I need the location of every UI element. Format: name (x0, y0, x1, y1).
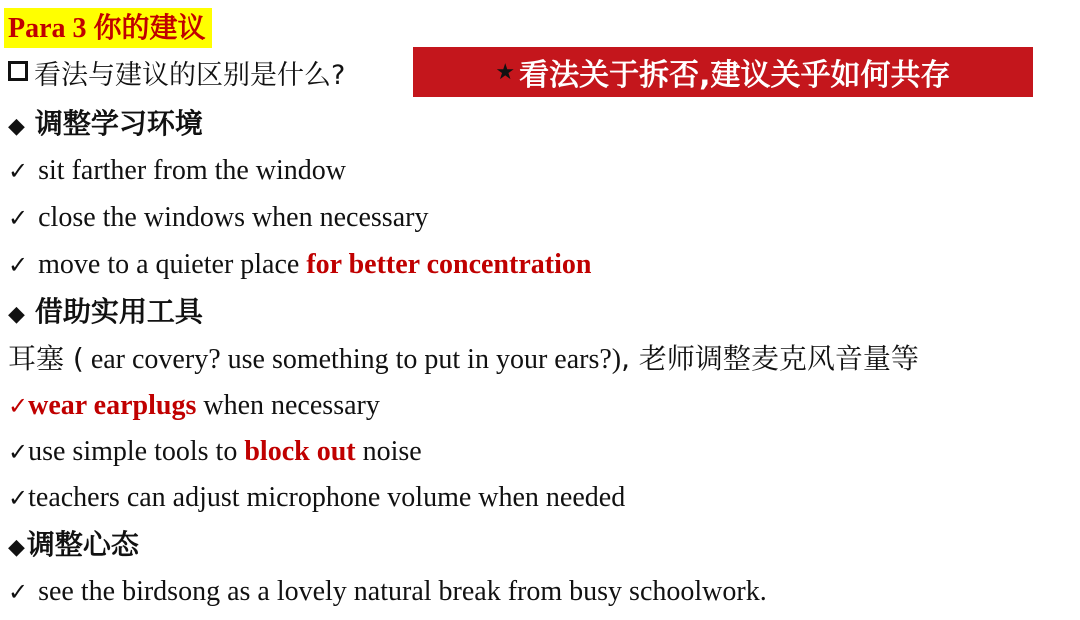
diamond-icon: ◆ (8, 302, 25, 327)
banner-text: 看法关于拆否,建议关乎如何共存 (519, 58, 951, 93)
page-title: Para 3 你的建议 (4, 8, 212, 48)
section-heading-mindset: ◆调整心态 (8, 527, 139, 566)
highlight-text: for better concentration (306, 249, 592, 280)
checkbox-icon (8, 61, 28, 81)
check-icon: ✓ (8, 251, 29, 279)
list-item: ✓teachers can adjust microphone volume when needed (8, 482, 626, 513)
section-heading-tools: ◆ 借助实用工具 (8, 294, 203, 333)
highlight-text: block out (244, 436, 356, 467)
list-item: ✓ see the birdsong as a lovely natural break from busy schoolwork. (8, 576, 767, 607)
highlight-text: wear earplugs (28, 390, 197, 421)
list-item: ✓ move to a quieter place for better concentration (8, 249, 592, 280)
list-item: ✓wear earplugs when necessary (8, 390, 380, 421)
check-icon: ✓ (8, 392, 29, 420)
section-heading-environment: ◆ 调整学习环境 (8, 106, 203, 145)
check-icon: ✓ (8, 438, 29, 466)
key-point-banner (413, 47, 1033, 97)
diamond-icon: ◆ (8, 535, 25, 560)
question-line (8, 58, 345, 94)
check-icon: ✓ (8, 578, 29, 606)
tools-note: 耳塞 ( ear covery? use something to put in your ears?), 老师调整麦克风音量等 (8, 342, 919, 375)
question-text: 看法与建议的区别是什么? (34, 60, 346, 91)
check-icon: ✓ (8, 484, 29, 512)
check-icon: ✓ (8, 204, 29, 232)
diamond-icon: ◆ (8, 114, 25, 139)
list-item: ✓use simple tools to block out noise (8, 436, 422, 467)
star-icon: ★ (495, 59, 516, 85)
list-item: ✓ close the windows when necessary (8, 202, 429, 233)
check-icon: ✓ (8, 157, 29, 185)
list-item: ✓ sit farther from the window (8, 155, 347, 186)
